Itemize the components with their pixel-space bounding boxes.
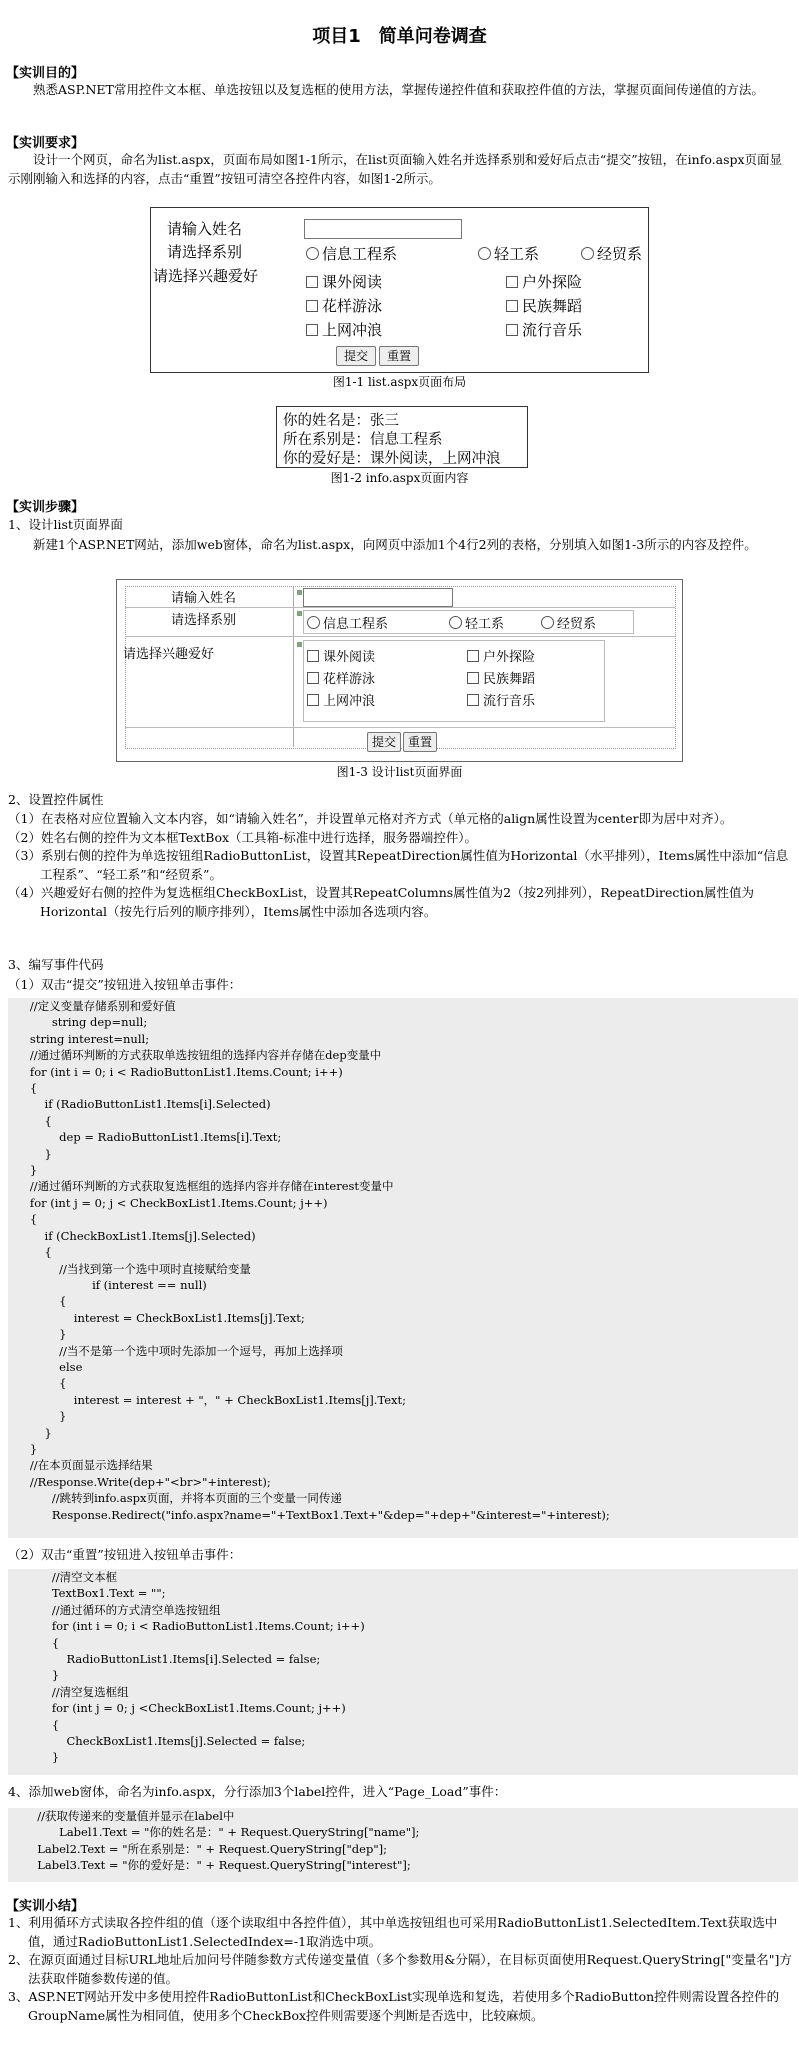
code-line: if (interest == null) [8, 1277, 207, 1292]
figure1-caption: 图1-1 list.aspx页面布局 [332, 375, 467, 389]
result-dept: 所在系别是：信息工程系 [283, 432, 443, 448]
code-line: //当找到第一个选中项时直接赋给变量 [8, 1261, 251, 1276]
step1-text: 新建1个ASP.NET网站，添加web窗体，命名为list.aspx，向网页中添加1个4行2列的表格，分别填入如图1-3所示的内容及控件。 [33, 537, 757, 552]
row-divider [125, 636, 675, 637]
list-item: （1）在表格对应位置输入文本内容，如“请输入姓名”，并设置单元格对齐方式（单元格的align属性设置为center即为居中对齐）。 [8, 811, 733, 826]
code-line: } [8, 1163, 38, 1178]
code-line: { [8, 1212, 38, 1227]
code-line: for (int j = 0; j < CheckBoxList1.Items.Count; j++) [8, 1195, 328, 1210]
hobby-checkbox-5[interactable]: 上网冲浪 [306, 319, 382, 340]
code-line: for (int j = 0; j <CheckBoxList1.Items.Count; j++) [8, 1701, 346, 1716]
code-line: if (RadioButtonList1.Items[i].Selected) [8, 1097, 271, 1112]
radio-icon [581, 247, 594, 260]
step2-list [8, 810, 794, 921]
hobby-checkbox-4[interactable]: 民族舞蹈 [506, 295, 582, 316]
submit-button[interactable]: 提交 [336, 346, 376, 366]
dept-radio-3[interactable]: 经贸系 [581, 243, 642, 264]
checkbox-icon [306, 324, 318, 336]
figure-list-layout [150, 207, 649, 373]
hobby-checkbox-6[interactable]: 流行音乐 [506, 319, 582, 340]
checkbox-icon [467, 694, 479, 706]
code-line: //通过循环判断的方式获取单选按钮组的选择内容并存储在dep变量中 [8, 1048, 382, 1063]
designer-hobby-checkbox-6[interactable]: 流行音乐 [467, 690, 535, 709]
code-line: interest = CheckBoxList1.Items[j].Text; [8, 1310, 305, 1325]
code-line: interest = interest + "，" + CheckBoxList1.Items[j].Text; [8, 1392, 407, 1407]
radio-icon [449, 616, 462, 629]
section-goal: 【实训目的】 [6, 66, 85, 81]
designer-dept-radio-1[interactable]: 信息工程系 [307, 613, 388, 632]
code-line: } [8, 1327, 67, 1342]
list-item: 1、利用循环方式读取各控件组的值（逐个读取组中各控件值），其中单选按钮组也可采用RadioButtonList1.SelectedItem.Text获取选中值，通过RadioButtonList1.SelectedIndex=-1取消选中项。 [8, 1915, 778, 1949]
radio-icon [306, 247, 319, 260]
hobby-label: 请选择兴趣爱好 [153, 267, 259, 285]
code-block-submit [8, 998, 798, 1538]
list-item: 2、在源页面通过目标URL地址后加问号伴随参数方式传递变量值（多个参数用&分隔），在目标页面使用Request.QueryString["变量名"]方法获取伴随参数传递的值。 [8, 1952, 792, 1986]
step3-sub1: （1）双击“提交”按钮进入按钮单击事件： [8, 977, 242, 992]
figure3-caption: 图1-3 设计list页面界面 [336, 765, 463, 779]
list-item: （3）系别右侧的控件为单选按钮组RadioButtonList，设置其RepeatDirection属性值为Horizontal（水平排列），Items属性中添加“信息工程系”、“轻工系”和“经贸系”。 [8, 848, 789, 882]
step3-title: 3、编写事件代码 [8, 957, 104, 972]
checkbox-icon [307, 672, 319, 684]
step3-sub2: （2）双击“重置”按钮进入按钮单击事件： [8, 1547, 242, 1562]
code-line: dep = RadioButtonList1.Items[i].Text; [8, 1130, 282, 1145]
row-divider [125, 607, 675, 608]
step4-title: 4、添加web窗体，命名为info.aspx，分行添加3个label控件，进入“Page_Load”事件： [8, 1784, 507, 1799]
code-line: { [8, 1635, 60, 1650]
hobby-checkbox-1[interactable]: 课外阅读 [306, 271, 382, 292]
list-item: （2）姓名右侧的控件为文本框TextBox（工具箱-标准中进行选择，服务器端控件）。 [8, 829, 478, 845]
code-block-reset [8, 1569, 798, 1775]
code-line: Response.Redirect("info.aspx?name="+TextBox1.Text+"&dep="+dep+"&interest="+interest); [8, 1507, 610, 1522]
code-line: for (int i = 0; i < RadioButtonList1.Items.Count; i++) [8, 1619, 365, 1634]
code-line: else [8, 1359, 83, 1374]
code-line: { [8, 1294, 67, 1309]
code-line: string interest=null; [8, 1031, 150, 1046]
checkbox-icon [467, 650, 479, 662]
name-label: 请输入姓名 [167, 220, 243, 238]
code-line: for (int i = 0; i < RadioButtonList1.Items.Count; i++) [8, 1064, 343, 1079]
figure2-caption: 图1-2 info.aspx页面内容 [330, 471, 469, 485]
designer-submit-button[interactable]: 提交 [367, 732, 401, 752]
code-line: //清空复选框组 [8, 1684, 129, 1699]
code-line: { [8, 1081, 38, 1096]
code-line: //定义变量存储系别和爱好值 [8, 999, 176, 1013]
code-line: } [8, 1425, 52, 1440]
hobby-checkbox-2[interactable]: 户外探险 [506, 271, 582, 292]
requirements-text: 设计一个网页，命名为list.aspx，页面布局如图1-1所示，在list页面输入姓名并选择系别和爱好后点击“提交”按钮，在info.aspx页面显示刚刚输入和选择的内容，点击“重置”按钮可清空各控件内容，如图1-2所示。 [8, 152, 783, 186]
table-divider [293, 586, 294, 747]
code-line: //在本页面显示选择结果 [8, 1458, 153, 1473]
code-line: { [8, 1376, 67, 1391]
reset-button[interactable]: 重置 [379, 346, 419, 366]
page-title: 项目1 简单问卷调查 [312, 26, 487, 47]
checkbox-icon [306, 276, 318, 288]
dept-radio-2[interactable]: 轻工系 [478, 243, 539, 264]
summary-list [8, 1914, 794, 2025]
designer-name-label: 请输入姓名 [171, 591, 237, 606]
checkbox-icon [307, 650, 319, 662]
designer-hobby-checkbox-1[interactable]: 课外阅读 [307, 646, 375, 665]
figure-designer-view [116, 579, 683, 762]
code-line: RadioButtonList1.Items[i].Selected = false; [8, 1652, 321, 1667]
code-line: { [8, 1245, 52, 1260]
figure-info-output [276, 406, 528, 468]
code-block-page-load [8, 1808, 798, 1882]
designer-hobby-label: 请选择兴趣爱好 [123, 647, 215, 662]
designer-dept-radio-3[interactable]: 经贸系 [541, 613, 596, 632]
checkbox-icon [467, 672, 479, 684]
code-line: } [8, 1668, 60, 1683]
checkbox-icon [506, 276, 518, 288]
radio-icon [541, 616, 554, 629]
designer-reset-button[interactable]: 重置 [403, 732, 437, 752]
designer-hobby-checkbox-4[interactable]: 民族舞蹈 [467, 668, 535, 687]
dept-label: 请选择系别 [167, 243, 243, 261]
code-line: //Response.Write(dep+"<br>"+interest); [8, 1474, 271, 1489]
list-item: （4）兴趣爱好右侧的控件为复选框组CheckBoxList，设置其RepeatColumns属性值为2（按2列排列），RepeatDirection属性值为Horizontal（按先行后列的顺序排列），Items属性中添加各选项内容。 [8, 885, 755, 919]
code-line: Label1.Text = "你的姓名是：" + Request.QueryString["name"]; [8, 1825, 420, 1840]
section-requirements: 【实训要求】 [6, 136, 85, 151]
result-hobby: 你的爱好是：课外阅读，上网冲浪 [283, 451, 501, 467]
code-line: TextBox1.Text = ""; [8, 1586, 166, 1601]
designer-name-input[interactable] [303, 588, 453, 607]
code-line: } [8, 1146, 52, 1161]
radio-icon [307, 616, 320, 629]
section-summary: 【实训小结】 [6, 1899, 85, 1914]
code-line: if (CheckBoxList1.Items[j].Selected) [8, 1228, 256, 1243]
step1-title: 1、设计list页面界面 [8, 517, 123, 532]
checkbox-icon [306, 300, 318, 312]
dept-radio-1[interactable]: 信息工程系 [306, 243, 397, 264]
code-line: //清空文本框 [8, 1570, 118, 1584]
code-line: { [8, 1113, 52, 1128]
code-line: //获取传递来的变量值并显示在label中 [8, 1809, 235, 1823]
designer-dept-radio-2[interactable]: 轻工系 [449, 613, 504, 632]
designer-hobby-checkbox-3[interactable]: 花样游泳 [307, 668, 375, 687]
code-line: } [8, 1409, 67, 1424]
control-marker-icon [297, 642, 302, 647]
control-marker-icon [297, 590, 302, 595]
code-line: Label3.Text = "你的爱好是：" + Request.QueryString["interest"]; [8, 1858, 411, 1873]
hobby-checkbox-3[interactable]: 花样游泳 [306, 295, 382, 316]
designer-hobby-checkbox-5[interactable]: 上网冲浪 [307, 690, 375, 709]
code-line: { [8, 1717, 60, 1732]
code-line: //通过循环判断的方式获取复选框组的选择内容并存储在interest变量中 [8, 1179, 394, 1194]
checkbox-icon [307, 694, 319, 706]
code-line: //跳转到info.aspx页面，并将本页面的三个变量一同传递 [8, 1491, 342, 1506]
code-line: Label2.Text = "所在系别是：" + Request.QueryString["dep"]; [8, 1841, 387, 1856]
designer-hobby-checkbox-2[interactable]: 户外探险 [467, 646, 535, 665]
radio-icon [478, 247, 491, 260]
list-item: 3、ASP.NET网站开发中多使用控件RadioButtonList和CheckBoxList实现单选和复选，若使用多个RadioButton控件则需设置各控件的GroupName属性为相同值，使用多个CheckBox控件则需要逐个判断是否选中，比较麻烦。 [8, 1989, 780, 2023]
code-line: //通过循环的方式清空单选按钮组 [8, 1602, 221, 1617]
section-steps: 【实训步骤】 [6, 500, 85, 515]
checkbox-icon [506, 300, 518, 312]
code-line: CheckBoxList1.Items[j].Selected = false; [8, 1734, 306, 1749]
control-marker-icon [297, 611, 302, 616]
code-line: //当不是第一个选中项时先添加一个逗号，再加上选择项 [8, 1343, 343, 1358]
designer-dept-label: 请选择系别 [171, 613, 237, 628]
result-name: 你的姓名是：张三 [283, 413, 399, 429]
row-divider [125, 727, 675, 728]
goal-text: 熟悉ASP.NET常用控件文本框、单选按钮以及复选框的使用方法，掌握传递控件值和获取控件值的方法，掌握页面间传递值的方法。 [33, 82, 764, 97]
step2-title: 2、设置控件属性 [8, 792, 104, 807]
code-line: } [8, 1441, 38, 1456]
checkbox-icon [506, 324, 518, 336]
code-line: string dep=null; [8, 1015, 148, 1030]
code-line: } [8, 1750, 60, 1765]
name-input[interactable] [304, 219, 462, 239]
